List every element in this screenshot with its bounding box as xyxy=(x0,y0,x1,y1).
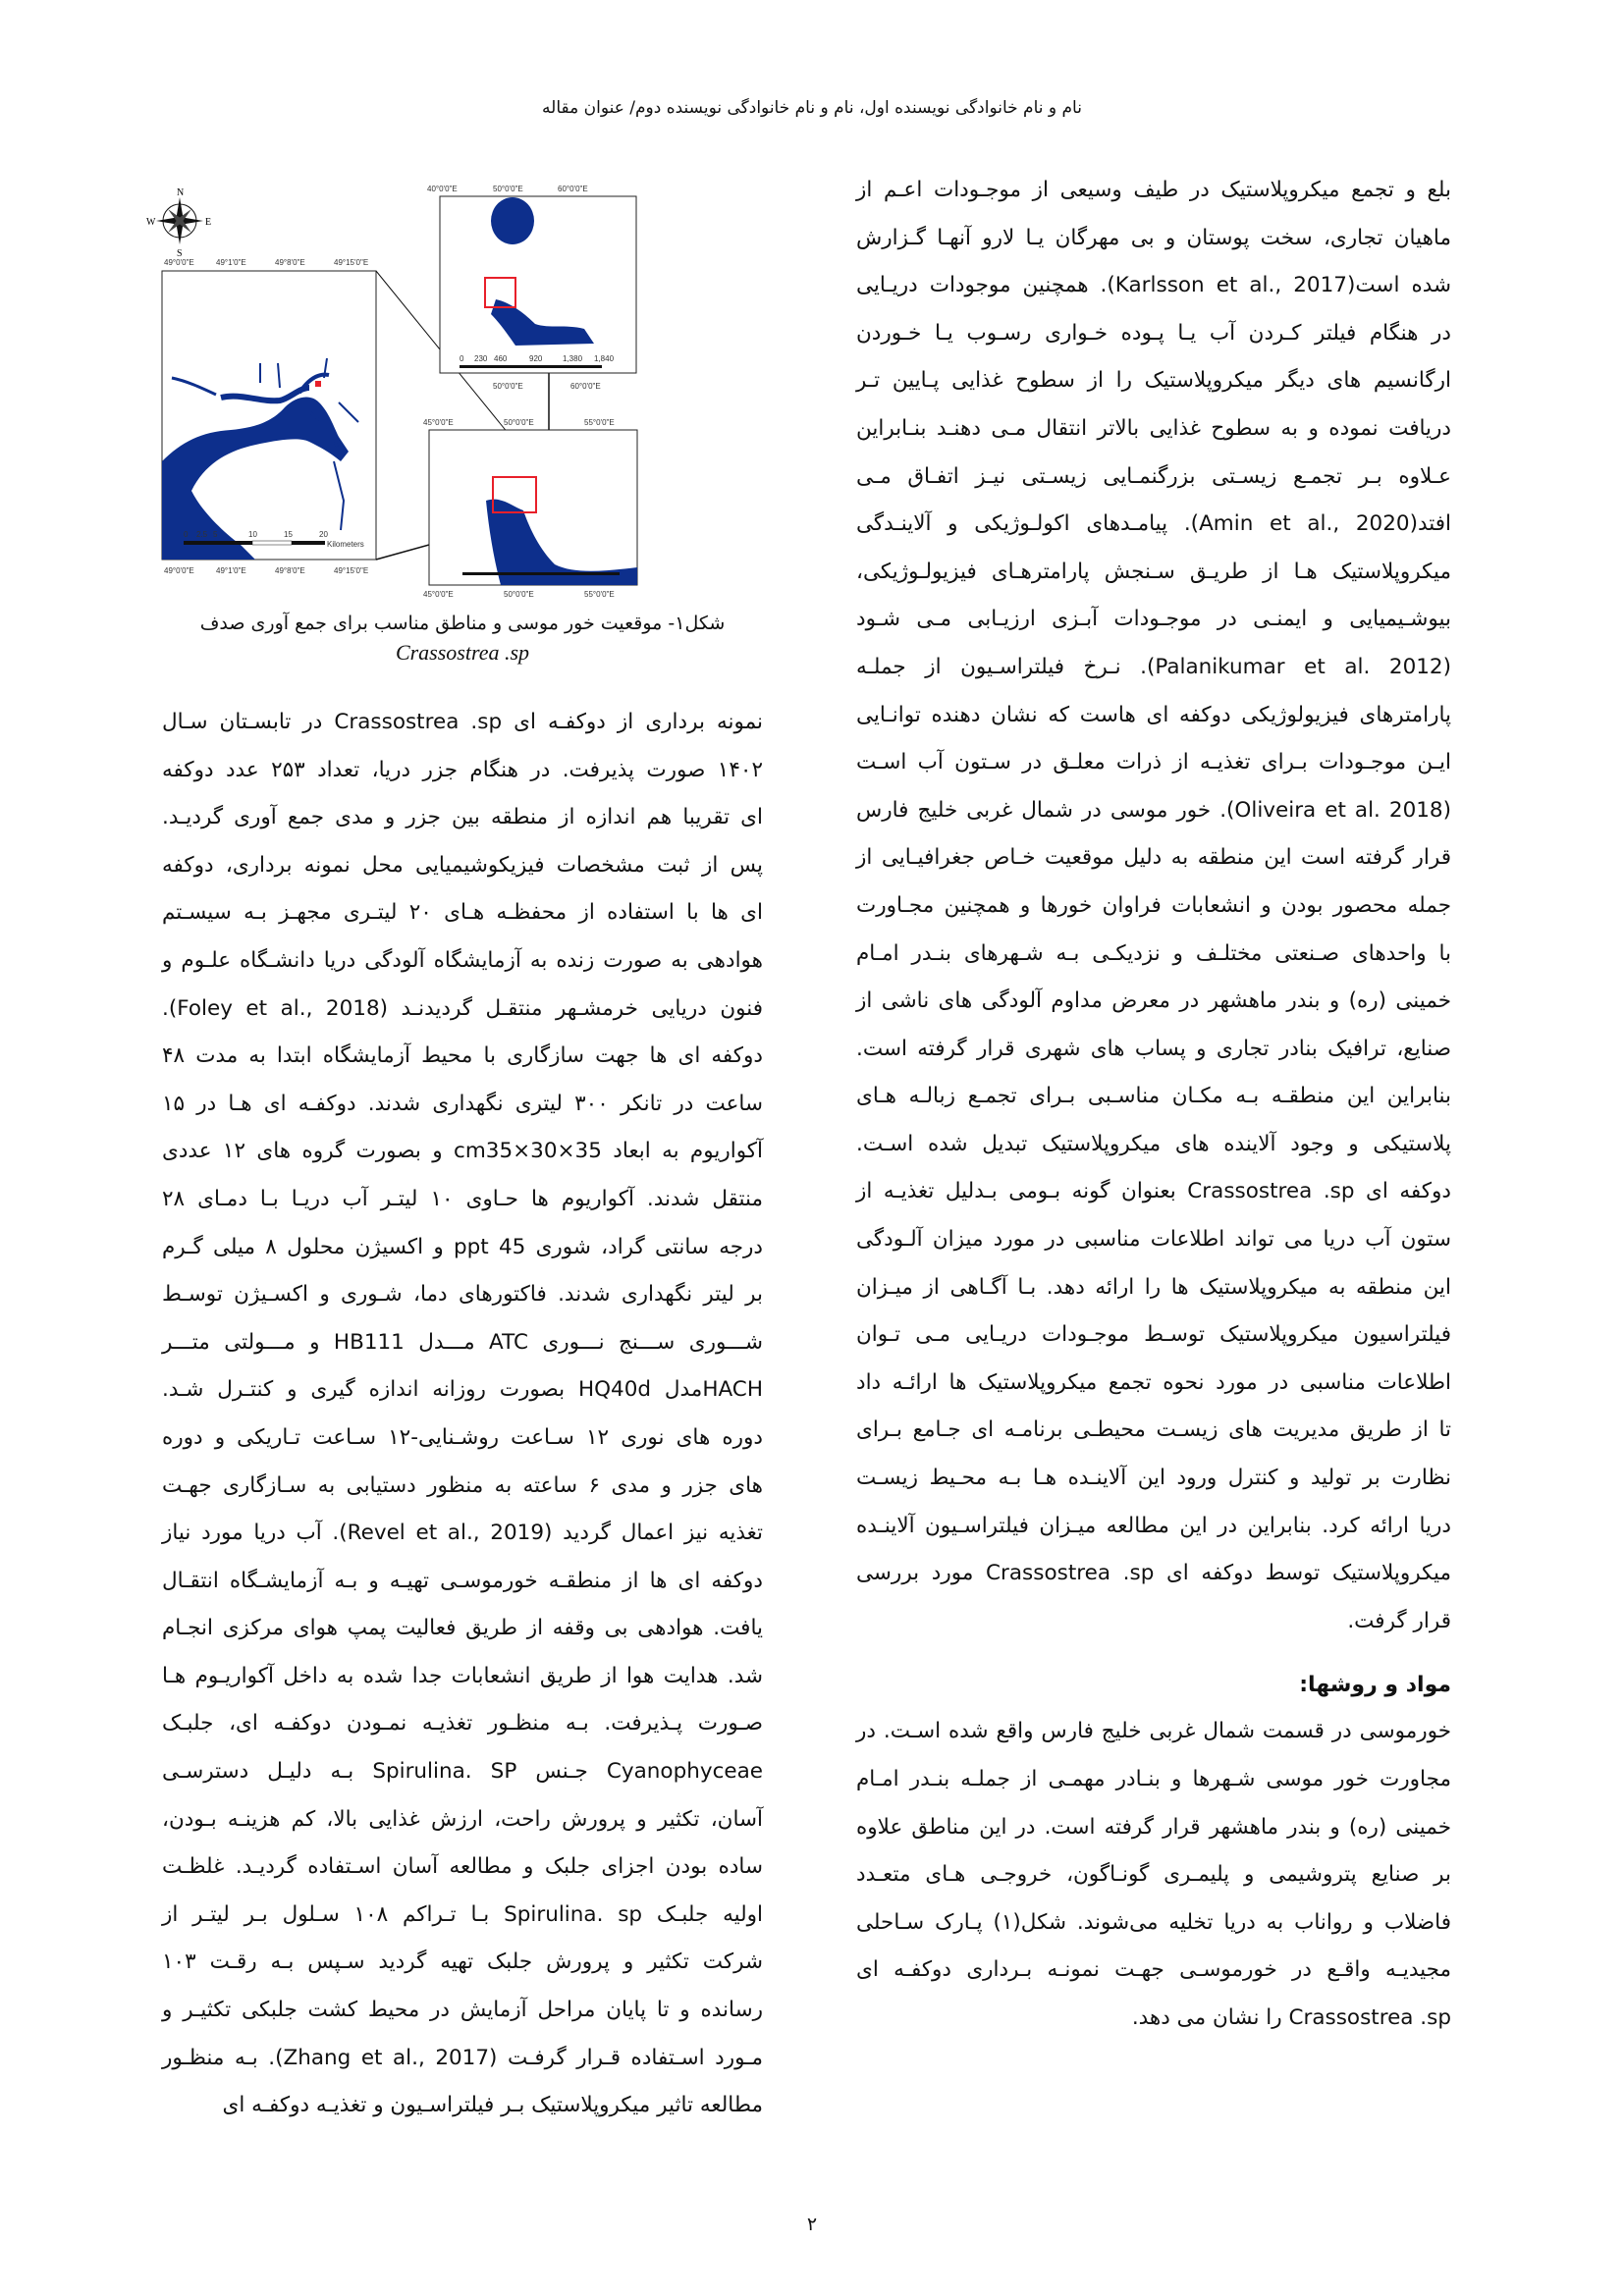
text-line: شـــوری ســـنج نـــوری ATC مـــدل HB111 و مـــولتی متـــر xyxy=(162,1329,763,1355)
svg-text:49°15'0"E: 49°15'0"E xyxy=(334,566,369,575)
svg-text:50°0'0"E: 50°0'0"E xyxy=(493,382,523,391)
text-line: ماهیان تجاری، سخت پوستان و بی مهرگان یـا لارو آنهـا گـزارش xyxy=(856,225,1451,250)
svg-text:60°0'0"E: 60°0'0"E xyxy=(570,382,601,391)
text-line: منتقل شدند. آکواریوم ها حـاوی ۱۰ لیتـر آب دریـا بـا دمـای ۲۸ xyxy=(162,1186,763,1211)
text-line: های جزر و مدی ۶ ساعته به منظور دستیابی به سـازگاری جهـت xyxy=(162,1472,763,1498)
svg-text:0: 0 xyxy=(184,530,189,539)
svg-text:49°1'0"E: 49°1'0"E xyxy=(216,258,246,267)
text-line: بیوشـیمیایی و ایمنـی در موجـودات آبـزی ارزیـابی مـی شـود xyxy=(856,607,1451,632)
running-header: نام و نام خانوادگی نویسنده اول، نام و نام خانوادگی نویسنده دوم/ عنوان مقاله xyxy=(542,98,1082,118)
svg-text:49°0'0"E: 49°0'0"E xyxy=(164,566,194,575)
text-line: ای ها با استفاده از محفظـه هـای ۲۰ لیتـری مجهـز بـه سیسـتم xyxy=(162,900,763,926)
intro-paragraph xyxy=(856,167,1451,1645)
svg-text:5: 5 xyxy=(213,530,218,539)
text-line: پلاستیکی و وجود آلاینده های میکروپلاستیک تبدیل شده اسـت. xyxy=(856,1131,1451,1156)
text-line: در هنگام فیلتر کـردن آب یـا پـوده خـواری رسـوب یـا خـوردن xyxy=(856,320,1451,346)
text-line: رسانده و تا پایان مراحل آزمایش در محیط کشت جلبکی تکثیـر و xyxy=(162,1998,763,2023)
svg-text:10: 10 xyxy=(248,530,257,539)
svg-text:E: E xyxy=(205,217,212,228)
text-line: ارگانسیم های دیگر میکروپلاستیک را از سطوح غذایی پـایین تـر xyxy=(856,368,1451,394)
left-column-body xyxy=(162,699,763,2130)
text-line: ستون آب دریا می تواند اطلاعات مناسبی در مورد میزان آلـودگی xyxy=(856,1227,1451,1253)
study-area-map-figure xyxy=(146,167,763,618)
compass-rose-icon xyxy=(146,187,211,259)
text-line: فاضلاب و رواناب به دریا تخلیه می‌شوند. شکل(۱) پـارک سـاحلی xyxy=(856,1909,1451,1935)
text-line: خورموسی در قسمت شمال غربی خلیج فارس واقع شده اسـت. در xyxy=(856,1719,1451,1744)
text-line: فنون دریایی خرمشـهر منتقـل گردیدنـد (Foley et al., 2018). xyxy=(162,995,764,1021)
text-line: خمینی (ره) و بندر ماهشهر در معرض مداوم آلودگی های ناشی از xyxy=(856,988,1451,1014)
svg-text:49°8'0"E: 49°8'0"E xyxy=(275,566,305,575)
text-line: میکروپلاستیک توسط دوکفه ای Crassostrea .sp مورد بررسی xyxy=(856,1561,1451,1586)
svg-text:20: 20 xyxy=(319,530,328,539)
persian-gulf-inset-map xyxy=(423,418,637,599)
svg-text:45°0'0"E: 45°0'0"E xyxy=(423,418,454,427)
text-line: با واحدهای صـنعتی مختلـف و نزدیکـی بـه شـهرهای بنـدر امـام xyxy=(856,940,1451,966)
text-line: افتد(Amin et al., 2020). پیامـدهای اکولـوژیکی و آلاینـدگی xyxy=(856,511,1451,537)
text-line: درجه سانتی گراد، شوری ppt 45 و اکسیژن محلول ۸ میلی گـرم xyxy=(162,1234,764,1259)
text-line: این منطقه به میکروپلاستیک ها را ارائه دهد. بـا آگـاهی از میـزان xyxy=(856,1274,1451,1300)
text-line: هوادهی به صورت زنده به آزمایشگاه آلودگی دریا دانشـگاه علـوم و xyxy=(162,947,763,973)
svg-text:460: 460 xyxy=(494,354,508,363)
text-line: صـورت پـذیرفت. بـه منظـور تغذیـه نمـودن دوکفـه ای، جلبـک xyxy=(162,1711,763,1736)
text-line: ساعت در تانکر ۳۰۰ لیتری نگهداری شدند. دوکفـه ای هـا در ۱۵ xyxy=(162,1091,763,1116)
text-line: اطلاعات مناسبی در مورد نحوه تجمع میکروپلاستیک ها ارائـه داد xyxy=(856,1369,1451,1395)
svg-text:49°1'0"E: 49°1'0"E xyxy=(216,566,246,575)
text-line: پس از ثبت مشخصات فیزیکوشیمیایی محل نمونه برداری، دوکفه xyxy=(162,852,763,878)
main-map-khor-musa xyxy=(162,258,376,575)
svg-text:920: 920 xyxy=(529,354,543,363)
text-line: خمینی (ره) و بندر ماهشهر قرار گرفته است. در این مناطق علاوه xyxy=(856,1814,1451,1840)
text-line: تا از طریق مدیریت های زیسـت محیطـی برنامـه ای جـامع بـرای xyxy=(856,1417,1451,1443)
text-line: دوکفه ای Crassostrea .sp بعنوان گونه بـومی بـدلیل تغذیـه از xyxy=(856,1179,1451,1204)
svg-text:55°0'0"E: 55°0'0"E xyxy=(584,418,615,427)
svg-text:Kilometers: Kilometers xyxy=(327,540,364,549)
svg-text:0: 0 xyxy=(460,354,464,363)
page-number: ۲ xyxy=(806,2214,818,2235)
figure-caption xyxy=(162,609,763,667)
svg-text:S: S xyxy=(177,248,183,259)
text-line: مجاورت خور موسی شـهرها و بنـادر مهمـی از جملـه بنـدر امـام xyxy=(856,1767,1451,1791)
text-line: بنابراین این منطقـه بـه مکـان مناسـبی بـرای تجمـع زبالـه هـای xyxy=(856,1084,1451,1109)
text-line: ۱۴۰۲ صورت پذیرفت. در هنگام جزر دریا، تعداد ۲۵۳ عدد دوکفه xyxy=(162,757,763,782)
text-line: نمونه برداری از دوکفـه ای Crassostrea .sp در تابسـتان سـال xyxy=(162,710,763,734)
text-line: تغذیه نیز اعمال گردید (Revel et al., 2019). آب دریا مورد نیاز xyxy=(162,1521,763,1546)
text-line: دوکفه ای ها جهت سازگاری با محیط آزمایشگاه ابتدا به مدت ۴۸ xyxy=(162,1043,763,1069)
svg-text:W: W xyxy=(146,217,156,228)
text-line: فیلتراسیون میکروپلاستیک توسـط موجـودات دریـایی مـی تـوان xyxy=(856,1322,1451,1348)
text-line: قرار گرفت. xyxy=(1347,1608,1451,1633)
text-line: شرکت تکثیر و پرورش جلبک تهیه گردید سـپس بـه رقـت ۱۰۳ xyxy=(162,1949,763,1975)
text-line: میکروپلاستیک هـا از طریـق سـنجش پارامترهـای فیزیولـوژیکی، xyxy=(856,559,1451,584)
svg-text:49°15'0"E: 49°15'0"E xyxy=(334,258,369,267)
text-line: شد. هدایت هوا از طریق انشعابات جدا شده به داخل آکواریـوم هـا xyxy=(162,1663,763,1688)
svg-text:2.5: 2.5 xyxy=(196,530,208,539)
svg-text:15: 15 xyxy=(284,530,293,539)
text-line: یافت. هوادهی بی وقفه از طریق فعالیت پمپ هوای مرکزی انجـام xyxy=(162,1616,763,1641)
svg-text:N: N xyxy=(177,187,185,198)
figure-caption-species: Crassostrea .sp xyxy=(395,640,530,665)
svg-text:50°0'0"E: 50°0'0"E xyxy=(504,590,534,599)
right-column-body xyxy=(856,167,1451,2043)
svg-text:230: 230 xyxy=(474,354,488,363)
text-line: پارامترهای فیزیولوژیکی دوکفه ای هاست که نشان دهنده توانـایی xyxy=(856,702,1451,727)
text-line: بلع و تجمع میکروپلاستیک در طیف وسیعی از موجـودات اعـم از xyxy=(856,178,1451,202)
sampling-paragraph xyxy=(162,699,763,2130)
text-line: مجیدیـه واقـع در خورموسـی جهـت نمونـه بـرداری دوکفـه ای xyxy=(856,1957,1451,1983)
figure-caption-fa: شکل۱- موقعیت خور موسی و مناطق مناسب برای جمع آوری صدف xyxy=(199,613,726,634)
text-line: Cyanophyceae جـنس Spirulina. SP بـه دلیـل دسترسـی xyxy=(162,1759,764,1785)
text-line: قرار گرفته است این منطقه به دلیل موقعیت خـاص جغرافیـایی از xyxy=(856,845,1451,871)
text-line: (Oliveira et al. 2018). خور موسی در شمال غربی خلیج فارس xyxy=(856,797,1451,823)
sampling-site-marker xyxy=(315,381,321,387)
text-line: آکواریوم به ابعاد cm35×30×35 و بصورت گروه های ۱۲ عددی xyxy=(162,1139,764,1164)
text-line: ساده بودن اجزای جلبک و مطالعه آسان اسـتفاده گردیـد. غلظـت xyxy=(162,1854,763,1880)
svg-text:50°0'0"E: 50°0'0"E xyxy=(504,418,534,427)
text-line: ایـن موجـودات بـرای تغذیـه از ذرات معلـق در سـتون آب اسـت xyxy=(856,750,1451,775)
svg-text:50°0'0"E: 50°0'0"E xyxy=(493,185,523,193)
section-heading-methods: مواد و روشها: xyxy=(1299,1673,1451,1698)
text-line: دوکفه ای ها از منطقـه خورموسـی تهیـه و بـه آزمایشـگاه انتقـال xyxy=(162,1568,763,1593)
svg-text:40°0'0"E: 40°0'0"E xyxy=(427,185,458,193)
text-line: بر صنایع پتروشیمی و پلیمـری گونـاگون، خروجـی هـای متعـدد xyxy=(856,1862,1451,1888)
svg-text:1,380: 1,380 xyxy=(563,354,583,363)
text-line: (Palanikumar et al. 2012). نـرخ فیلتراسـیون از جملـه xyxy=(856,654,1452,679)
svg-text:45°0'0"E: 45°0'0"E xyxy=(423,590,454,599)
text-line: Crassostrea .sp را نشان می دهد. xyxy=(1131,2004,1451,2030)
text-line: دریافت نموده و به سطوح غذایی بالاتر انتقال مـی دهنـد بنـابراین xyxy=(856,415,1451,441)
text-line: دوره های نوری ۱۲ سـاعت روشـنایی-۱۲ سـاعت تـاریکی و دوره xyxy=(162,1424,763,1450)
text-line: شده است(Karlsson et al., 2017). همچنین موجودات دریـایی xyxy=(856,273,1452,298)
text-line: عـلاوه بـر تجمـع زیسـتی بزرگنمـایی زیسـتی نیـز اتفـاق مـی xyxy=(856,463,1451,489)
svg-text:49°8'0"E: 49°8'0"E xyxy=(275,258,305,267)
text-line: جمله محصور بودن و انشعابات فراوان خورها و همچنین مجـاورت xyxy=(856,892,1451,918)
svg-text:49°0'0"E: 49°0'0"E xyxy=(164,258,194,267)
text-line: نظارت بر تولید و کنترل ورود این آلاینـده هـا بـه محـیط زیسـت xyxy=(856,1466,1451,1491)
svg-text:55°0'0"E: 55°0'0"E xyxy=(584,590,615,599)
text-line: آسان، تکثیر و پرورش راحت، ارزش غذایی بالا، کم هزینـه بـودن، xyxy=(162,1806,763,1832)
svg-text:1,840: 1,840 xyxy=(594,354,615,363)
svg-text:60°0'0"E: 60°0'0"E xyxy=(558,185,588,193)
text-line: مطالعه تاثیر میکروپلاستیک بـر فیلتراسـیون و تغذیـه دوکفـه ای xyxy=(222,2093,763,2118)
text-line: مـورد اسـتفاده قـرار گرفـت (Zhang et al., 2017). بـه منظـور xyxy=(162,2045,763,2070)
text-line: دریا ارائه کرد. بنابراین در این مطالعه میـزان فیلتراسـیون آلاینـده xyxy=(856,1513,1451,1538)
text-line: صنایع، ترافیک بنادر تجاری و پساب های شهری قرار گرفته است. xyxy=(856,1036,1451,1061)
text-line: بر لیتر نگهداری شدند. فاکتورهای دما، شـوری و اکسـیژن توسـط xyxy=(162,1282,763,1308)
text-line: اولیه جلبـک Spirulina. sp بـا تـراکم ۱۰۸ سـلول بـر لیتـر از xyxy=(162,1901,764,1927)
text-line: HACHمدل HQ40d بصورت روزانه اندازه گیری و کنتـرل شـد. xyxy=(162,1377,763,1403)
iran-inset-map xyxy=(427,185,636,391)
text-line: ای تقریبا هم اندازه از منطقه بین جزر و مدی جمع آوری گردیـد. xyxy=(162,805,763,830)
methods-paragraph xyxy=(856,1708,1451,2042)
